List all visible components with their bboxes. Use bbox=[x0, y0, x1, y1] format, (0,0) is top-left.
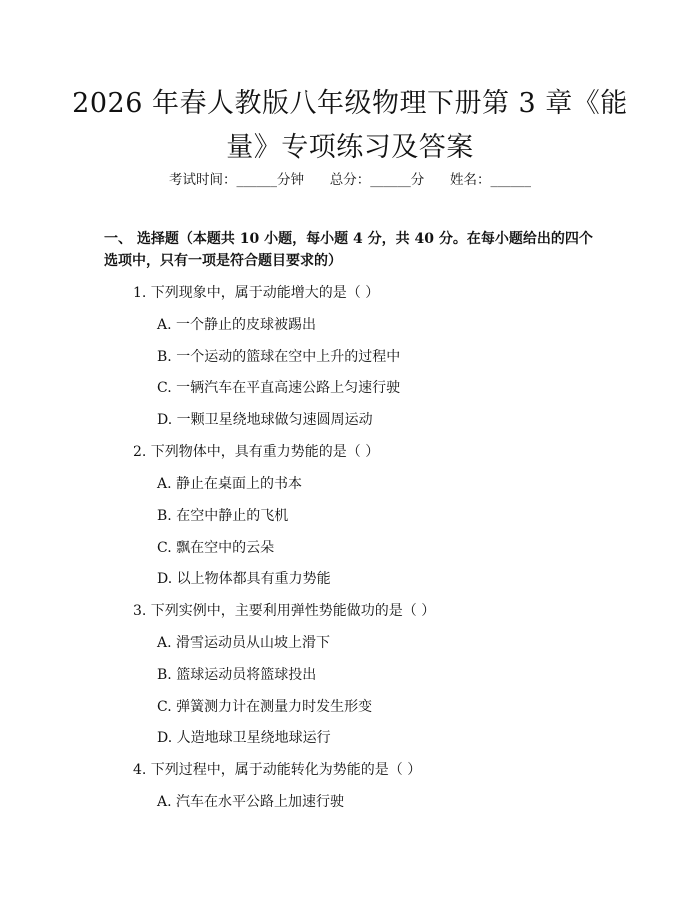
question-1-option-a: A. 一个静止的皮球被踢出 bbox=[157, 317, 317, 333]
question-2-option-b: B. 在空中静止的飞机 bbox=[157, 508, 289, 524]
question-1-option-b: B. 一个运动的篮球在空中上升的过程中 bbox=[157, 349, 401, 365]
exam-info-line: 考试时间：______分钟 总分：______分 姓名：______ bbox=[169, 172, 531, 188]
question-1-option-d: D. 一颗卫星绕地球做匀速圆周运动 bbox=[157, 412, 373, 428]
title-line-2: 量》专项练习及答案 bbox=[226, 132, 474, 163]
question-2-option-c: C. 飘在空中的云朵 bbox=[157, 540, 275, 556]
question-4: 4. 下列过程中，属于动能转化为势能的是（ ） bbox=[133, 762, 422, 778]
question-3-option-d: D. 人造地球卫星绕地球运行 bbox=[157, 730, 331, 746]
question-3: 3. 下列实例中，主要利用弹性势能做功的是（ ） bbox=[133, 603, 436, 619]
title-line-1: 2026 年春人教版八年级物理下册第 3 章《能 bbox=[72, 88, 628, 119]
question-3-option-b: B. 篮球运动员将篮球投出 bbox=[157, 667, 317, 683]
question-1: 1. 下列现象中，属于动能增大的是（ ） bbox=[133, 285, 380, 301]
question-4-option-a: A. 汽车在水平公路上加速行驶 bbox=[157, 794, 345, 810]
question-2-option-d: D. 以上物体都具有重力势能 bbox=[157, 571, 331, 587]
question-2-option-a: A. 静止在桌面上的书本 bbox=[157, 476, 303, 492]
question-3-option-c: C. 弹簧测力计在测量力时发生形变 bbox=[157, 699, 373, 715]
question-3-option-a: A. 滑雪运动员从山坡上滑下 bbox=[157, 635, 331, 651]
section-heading: 一、 选择题（本题共 10 小题，每小题 4 分，共 40 分。在每小题给出的四个选项中，只有一项是符合题目要求的） bbox=[104, 231, 593, 269]
document-title bbox=[70, 82, 630, 170]
question-1-option-c: C. 一辆汽车在平直高速公路上匀速行驶 bbox=[157, 380, 401, 396]
question-2: 2. 下列物体中，具有重力势能的是（ ） bbox=[133, 444, 380, 460]
